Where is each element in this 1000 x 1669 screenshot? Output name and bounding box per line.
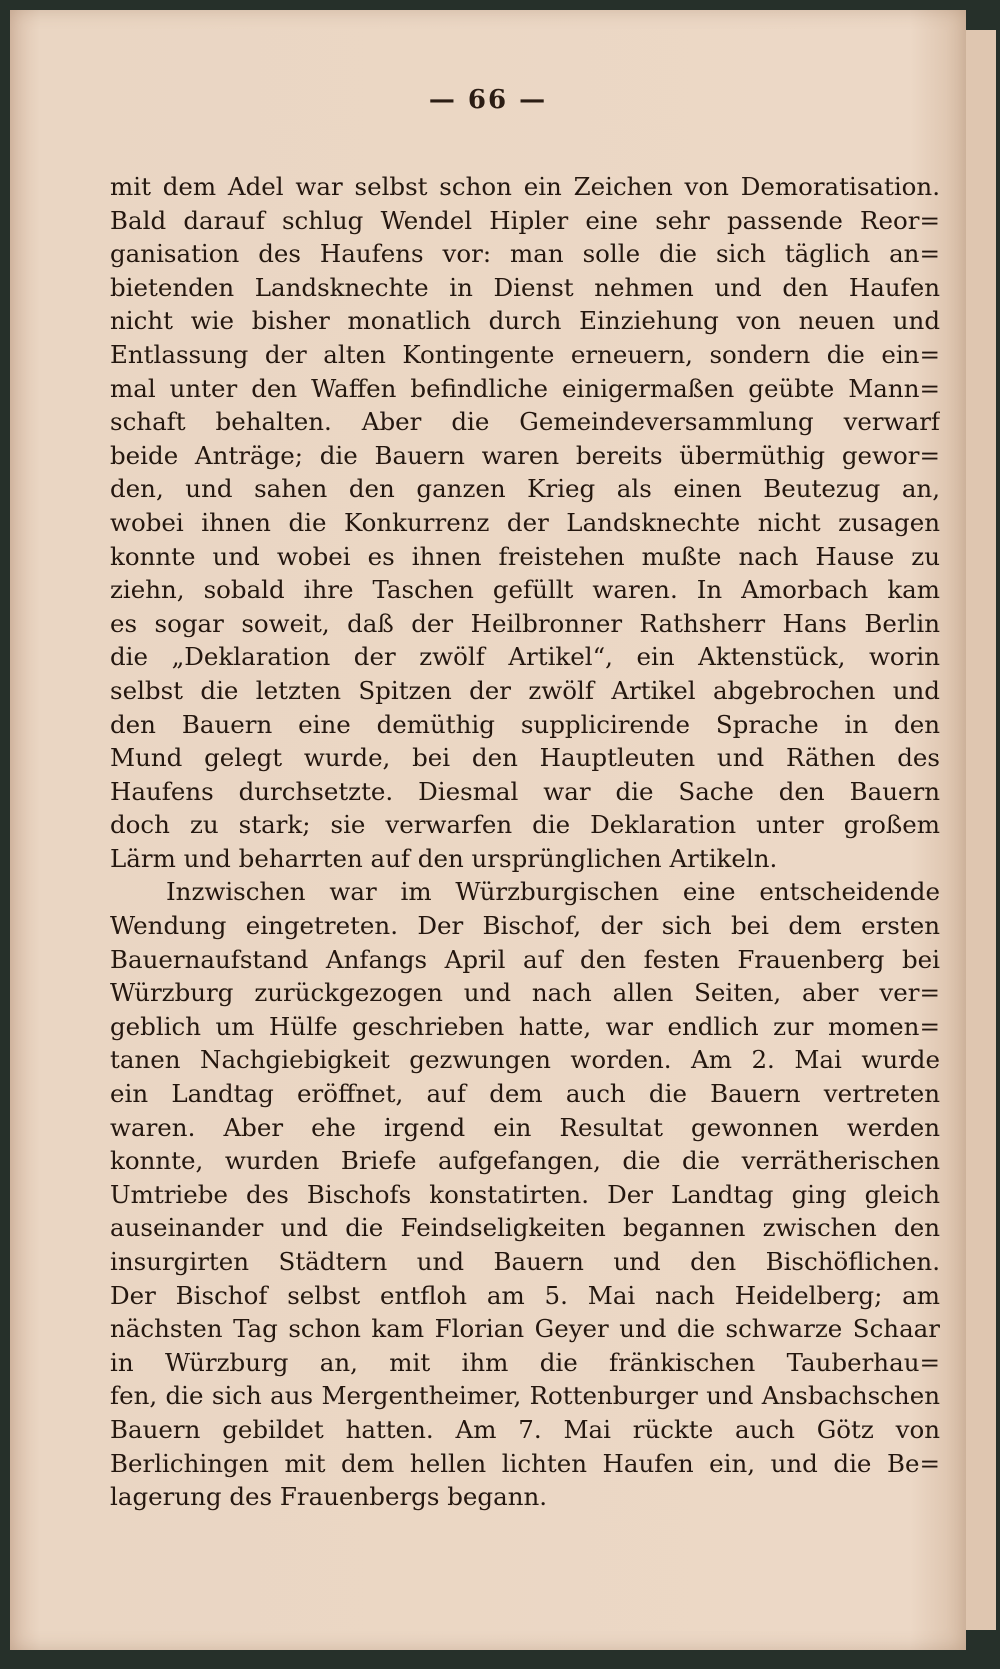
text-line: bietenden Landsknechte in Dienst nehmen und den Haufen: [110, 272, 940, 302]
text-line: geblich um Hülfe geschrieben hatte, war endlich zur momen=: [110, 1011, 940, 1041]
text-line: die „Deklaration der zwölf Artikel“, ein Aktenstück, worin: [110, 642, 940, 672]
text-line: Würzburg zurückgezogen und nach allen Seiten, aber ver=: [110, 978, 940, 1008]
adjacent-page-edge: [966, 30, 996, 1630]
text-line: konnte und wobei es ihnen freistehen mußte nach Hause zu: [110, 541, 940, 571]
text-line: mit dem Adel war selbst schon ein Zeichen von Demoratisation.: [110, 172, 940, 201]
page-number: — 66 —: [428, 85, 548, 115]
text-line: Umtriebe des Bischofs konstatirten. Der Landtag ging gleich: [110, 1179, 940, 1209]
text-line: Wendung eingetreten. Der Bischof, der sich bei dem ersten: [110, 911, 940, 941]
text-line: tanen Nachgiebigkeit gezwungen worden. Am 2. Mai wurde: [110, 1045, 940, 1075]
text-line: nächsten Tag schon kam Florian Geyer und die schwarze Schaar: [110, 1314, 940, 1344]
text-line: fen, die sich aus Mergentheimer, Rottenburger und Ansbachschen: [110, 1381, 940, 1411]
text-line: Bauernaufstand Anfangs April auf den festen Frauenberg bei: [110, 944, 940, 974]
text-line: insurgirten Städtern und Bauern und den Bischöflichen.: [110, 1247, 940, 1276]
text-line: den Bauern eine demüthig supplicirende Sprache in den: [110, 709, 940, 739]
text-line: Entlassung der alten Kontingente erneuern, sondern die ein=: [110, 339, 940, 369]
text-line: beide Anträge; die Bauern waren bereits übermüthig gewor=: [110, 440, 940, 470]
text-line: nicht wie bisher monatlich durch Einziehung von neuen und: [110, 306, 940, 336]
text-line: auseinander und die Feindseligkeiten begannen zwischen den: [110, 1213, 940, 1243]
text-line: ein Landtag eröffnet, auf dem auch die Bauern vertreten: [110, 1079, 940, 1109]
text-line: Haufens durchsetzte. Diesmal war die Sache den Bauern: [110, 776, 940, 806]
text-line: schaft behalten. Aber die Gemeindeversammlung verwarf: [110, 407, 940, 437]
text-line: wobei ihnen die Konkurrenz der Landsknechte nicht zusagen: [110, 507, 940, 537]
text-line: waren. Aber ehe irgend ein Resultat gewonnen werden: [110, 1112, 940, 1142]
text-line: lagerung des Frauenbergs begann.: [110, 1482, 548, 1512]
text-line: ganisation des Haufens vor: man solle die sich täglich an=: [110, 239, 940, 269]
text-line: in Würzburg an, mit ihm die fränkischen Tauberhau=: [110, 1347, 940, 1377]
text-line: Lärm und beharrten auf den ursprünglichen Artikeln.: [110, 843, 778, 873]
text-line: Mund gelegt wurde, bei den Hauptleuten und Räthen des: [110, 743, 940, 773]
text-line: selbst die letzten Spitzen der zwölf Artikel abgebrochen und: [110, 675, 940, 705]
text-line: doch zu stark; sie verwarfen die Deklaration unter großem: [110, 810, 940, 840]
body-text: [110, 170, 940, 1514]
text-line: ziehn, sobald ihre Taschen gefüllt waren. In Amorbach kam: [110, 575, 940, 605]
text-line: konnte, wurden Briefe aufgefangen, die die verrätherischen: [110, 1146, 940, 1176]
text-line: Berlichingen mit dem hellen lichten Haufen ein, und die Be=: [110, 1448, 940, 1478]
text-line: Bauern gebildet hatten. Am 7. Mai rückte auch Götz von: [110, 1414, 940, 1444]
text-line: Bald darauf schlug Wendel Hipler eine sehr passende Reor=: [110, 205, 940, 235]
text-line: es sogar soweit, daß der Heilbronner Rathsherr Hans Berlin: [110, 608, 940, 638]
text-line: Inzwischen war im Würzburgischen eine entscheidende: [166, 877, 940, 907]
text-line: mal unter den Waffen befindliche einigermaßen geübte Mann=: [110, 373, 940, 403]
book-page: [10, 10, 966, 1650]
text-line: den, und sahen den ganzen Krieg als einen Beutezug an,: [110, 474, 940, 504]
text-line: Der Bischof selbst entfloh am 5. Mai nach Heidelberg; am: [110, 1280, 940, 1310]
